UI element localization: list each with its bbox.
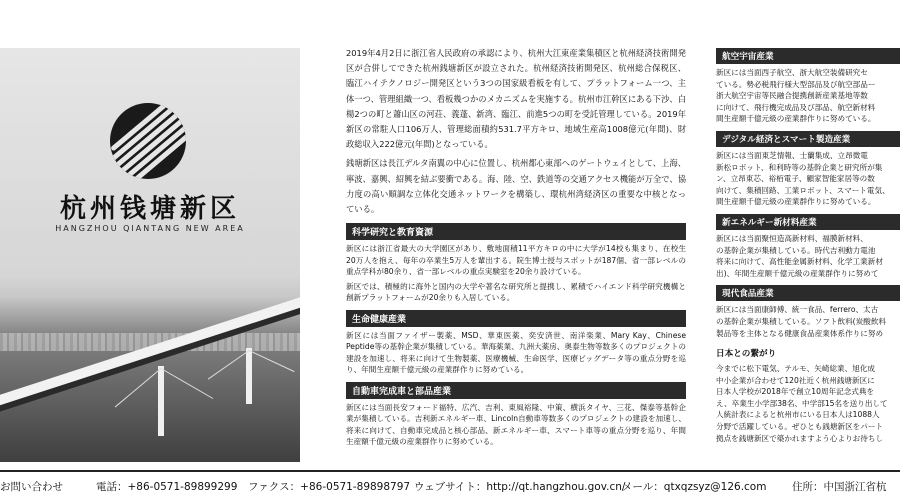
email-link[interactable]: メール：qtxqzsyz@126.com [622, 481, 767, 493]
body-line: の基幹企業が集積している。時代吉利動力電池 [716, 245, 876, 255]
logo-title: 杭州钱塘新区 [59, 194, 240, 224]
section-body-aerospace [716, 67, 900, 125]
intro-paragraph: 銭塘新区は長江デルタ南翼の中心に位置し、杭州都心東部へのゲートウェイとして、上海、寧波、嘉興、紹興を結ぶ要衝である。海、陸、空、鉄道等の交通アクセス機能が万全で、協力度の高い順調な立体化交通ネットワークを構築し、環杭州湾経済区の重要な中核となっている。 [346, 158, 686, 215]
section-paragraph: 新区では、積極的に海外と国内の大学や著名な研究所と提携し、累積でハイエンド科学研究機構と創新プラットフォームが20余りも入居している。 [346, 281, 686, 303]
section-heading-digital: デジタル経済とスマート製造産業 [716, 131, 900, 147]
body-line: 向けて、集積回路、工業ロボット、スマート電気、 [716, 185, 890, 195]
section-paragraph: 新区には当面ファイザー製薬、MSD、華東医薬、奕安済世、南洋楽業、Mary Kay、Chinese Peptide等の基幹企業が集積している。華海薬業、九洲大薬房、奥泰生物等数多くのプロジェクトの建設を加速し、将来に向けて生物製薬、医療機械、生命医学、医療ビッグデータ等の重点分野を巡り、年間生産額千億元級の産業群作りに努めている。 [346, 330, 686, 375]
body-line: 新区には当面東芝情報、士蘭集成、立昂微電 [716, 150, 868, 160]
body-line: 製品等を主体となる健康食品産業体系作りに努め [716, 328, 884, 338]
section-body-research [346, 243, 686, 304]
body-line: 新区には当面聚恒造高新材料、福膜新材料、 [716, 233, 868, 243]
fax-number: ファクス：+86-0571-89898797 [248, 481, 411, 493]
body-line: 拠点を銭塘新区で築かれますよう心よりお待ちし [716, 433, 884, 443]
section-body-japan [716, 363, 900, 444]
bridge-pylon [158, 366, 164, 436]
section-body-food [716, 304, 900, 339]
body-line: 出)、年間生産額千億元級の産業群作りに努めて [716, 268, 879, 278]
body-line: 新区には当面西子航空、浙大航空装備研究セ [716, 68, 868, 77]
body-line: 将来に向けて、高性能金属新材料、化学工業新材 [716, 257, 883, 267]
footer-divider [0, 470, 900, 472]
section-heading-food: 現代食品産業 [716, 285, 900, 301]
website-link[interactable]: ウェブサイト：http://qt.hangzhou.gov.cn/ [414, 481, 626, 493]
body-line: え、卒業生小学部38名、中学部15名を送り出して [716, 398, 888, 408]
body-line: 間生産額千億元級の産業群作りに努めている。 [716, 197, 876, 207]
section-body-digital [716, 150, 900, 208]
right-column [716, 48, 900, 460]
body-line: 中小企業が合わせて120社近く杭州銭塘新区に [716, 375, 875, 385]
section-body-new-energy [716, 233, 900, 279]
footer-contact-bar [0, 479, 900, 497]
section-paragraph: 新区には浙江省最大の大学園区があり、敷地面積11平方キロの中に大学が14校も集まり、在校生20万人を抱え、毎年の卒業生5万人を輩出する。院生博士授与スポットが187個、省一部レベルの重点学科が80余り、省一部レベルの重点実験室を20余り設けている。 [346, 244, 686, 277]
cover-photo [0, 48, 300, 462]
body-line: に向けて、飛行機完成品及び部品、航空新材料 [716, 102, 876, 112]
logo-subtitle: HANGZHOU QIANTANG NEW AREA [55, 224, 245, 233]
phone-number: 電話：+86-0571-89899299 [96, 481, 238, 493]
body-line: 今までに松下電気、テルモ、矢崎総業、旭化成 [716, 364, 876, 374]
body-line: 日本人学校が2018年で創立10周年記念式典を [716, 387, 875, 397]
body-line: 浙大航空宇宙等民融合提携創新産業基地等数 [716, 91, 868, 101]
contact-label: お問い合わせ [0, 481, 63, 493]
body-line: 分野で活躍している。ぜひとも銭塘新区をパート [716, 422, 884, 432]
bridge-pylon [246, 348, 252, 404]
body-line: ン、立昂東芯、裕栢電子、顧家智能家居等の数 [716, 174, 875, 184]
address-text: 住所：中国浙江省杭 [792, 481, 887, 493]
body-line: の基幹企業が集積している。ソフト飲料(炭酸飲料 [716, 316, 887, 326]
body-line: 新区には当面康師傅、統一食品、ferrero、太古 [716, 305, 879, 315]
body-line: ている。勢必税飛行様大型部品及び航空部品ー [716, 79, 876, 89]
intro-paragraph: 2019年4月2日に浙江省人民政府の承認により、杭州大江東産業集積区と杭州経済技術開発区が合併してできた杭州銭塘新区が設立された。杭州経済技術開発区、杭州総合保税区、臨江ハイテクノロジー開発区という3つの国家級看板を有して、プラットフォーム一つ、主体一つ、管理組織一つ、看板幾つかのメカニズムを実施する。杭州市江幹区にある下沙、白楊2つの町と蕭山区の河荘、義蓬、新湾、臨江、前進5つの町を受託管理している。2019年新区の常駐人口106万人、管理総面積約531.7平方キロ、地域生産高1008億元(年間)、財政総収入222億元(年間)となっている。 [346, 48, 686, 150]
section-paragraph: 新区には当面長安フォード福特、広汽、吉利、東風裕隆、中策、横浜タイヤ、三花、傑泰等基幹企業が集積している。吉利新エネルギー車、Lincoln自動車等数多くのプロジェクトの建設を加速し、将来に向けて、自動車完成品と核心部品、新エネルギー車、スマート車等の重点分野を巡り、年間生産額千億元級の産業群作りに努めている。 [346, 402, 686, 447]
main-column [346, 46, 686, 448]
body-line: 間生産額千億元級の産業群作りに努めている。 [716, 114, 876, 124]
river-water [0, 351, 300, 462]
section-body-life-health [346, 330, 686, 376]
section-heading-automotive: 自動車完成車と部品産業 [346, 382, 686, 399]
body-line: 新松ロボット、和利時等の基幹企業と研究所が集 [716, 162, 883, 172]
body-line: 人統計表によると杭州市にいる日本人は1088人 [716, 410, 880, 420]
section-heading-new-energy: 新エネルギー新材料産業 [716, 214, 900, 230]
section-heading-life-health: 生命健康産業 [346, 310, 686, 327]
section-body-automotive [346, 402, 686, 448]
section-heading-aerospace: 航空宇宙産業 [716, 48, 900, 64]
section-heading-research: 科学研究と教育資源 [346, 223, 686, 240]
section-heading-japan: 日本との繋がり [716, 349, 777, 360]
qiantang-logo-icon [110, 103, 186, 179]
